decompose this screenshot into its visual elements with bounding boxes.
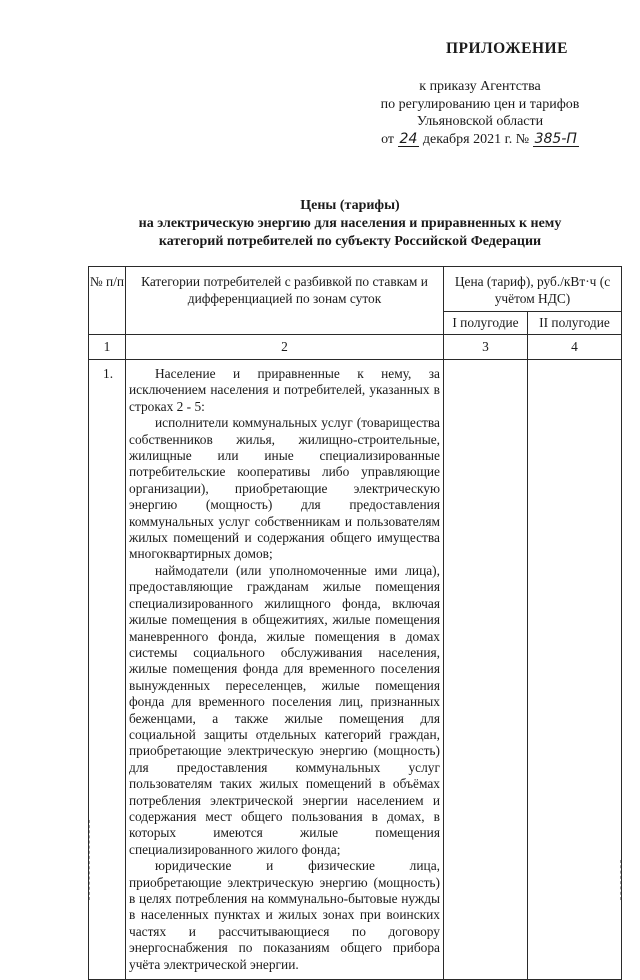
category-paragraph-3: наймодатели (или уполномоченные ими лица), предоставляющие гражданам жилые помещения специализированного жилищного фонда, включая жилые помещения в общежитиях, жилые помещения маневренного фонда, жилые помещения в домах системы социального обслуживания населения, жилые помещения фонда для временного поселения вынужденных переселенцев, жилые помещения фонда для временного поселения лиц, признанных беженцами, а также жилые помещения для социальной защиты отдельных категорий граждан, приобретающие электрическую энергию (мощность) для предоставления коммунальных услуг пользователям таких жилых помещений в объёмах потребления электрической энергии населением и содержания мест общего пользования в домах, в которых имеются жилые помещения специализированного жилого фонда; [129,562,440,857]
order-date-line [350,131,610,149]
scan-margin-line-right [620,860,622,900]
header-price: Цена (тариф), руб./кВт·ч (с учётом НДС) [444,267,622,312]
order-day-handwritten: 24 [399,130,418,147]
order-number-handwritten: 385-П [534,130,577,147]
table-index-row [89,335,622,360]
category-paragraph-4: юридические и физические лица, приобретающие электрическую энергию (мощность) в целях потребления на коммунально-бытовые нужды в населенных пунктах и жилых зонах при воинских частях и рассчитывающиеся по договору энергоснабжения по показаниям общего прибора учёта электрической энергии. [129,858,440,972]
order-date-suffix: декабря 2021 г. № [422,131,530,147]
header-category: Категории потребителей с разбивкой по ставкам и дифференциацией по зонам суток [126,267,444,335]
row-price-half-1 [444,360,528,980]
document-title [90,197,610,251]
header-num: № п/п [89,267,126,335]
tariff-table [88,266,622,980]
row-category-text [126,360,444,980]
category-paragraph-1: Население и приравненные к нему, за исключением населения и потребителей, указанных в строках 2 - 5: [129,366,440,414]
order-line-2: по регулированию цен и тарифов [380,96,580,112]
title-line-2: на электрическую энергию для населения и приравненных к нему [138,216,562,231]
title-line-3: категорий потребителей по субъекту Российской Федерации [158,234,542,249]
category-paragraph-2: исполнители коммунальных услуг (товарищества собственников жилья, жилищно-строительные, жилищные или иные специализированные потребительские кооперативы либо управляющие организации), приобретающие электрическую энергию (мощность) для предоставления коммунальных услуг собственникам и пользователям жилых помещений и содержания общего имущества многоквартирных домов; [129,415,440,562]
header-half-2: II полугодие [528,312,622,335]
scan-margin-line [89,820,91,900]
table-header-row [89,267,622,312]
table-row [89,360,622,980]
row-price-half-2 [528,360,622,980]
appendix-title: ПРИЛОЖЕНИЕ [446,40,568,57]
index-cell-1: 1 [89,335,126,360]
title-line-1: Цены (тарифы) [300,198,400,213]
order-date-prefix: от [381,131,395,147]
order-reference [350,78,610,148]
index-cell-3: 3 [444,335,528,360]
order-line-1: к приказу Агентства [419,79,541,94]
header-half-1: I полугодие [444,312,528,335]
index-cell-4: 4 [528,335,622,360]
index-cell-2: 2 [126,335,444,360]
row-number: 1. [89,360,126,980]
order-line-3: Ульяновской области [416,114,544,129]
